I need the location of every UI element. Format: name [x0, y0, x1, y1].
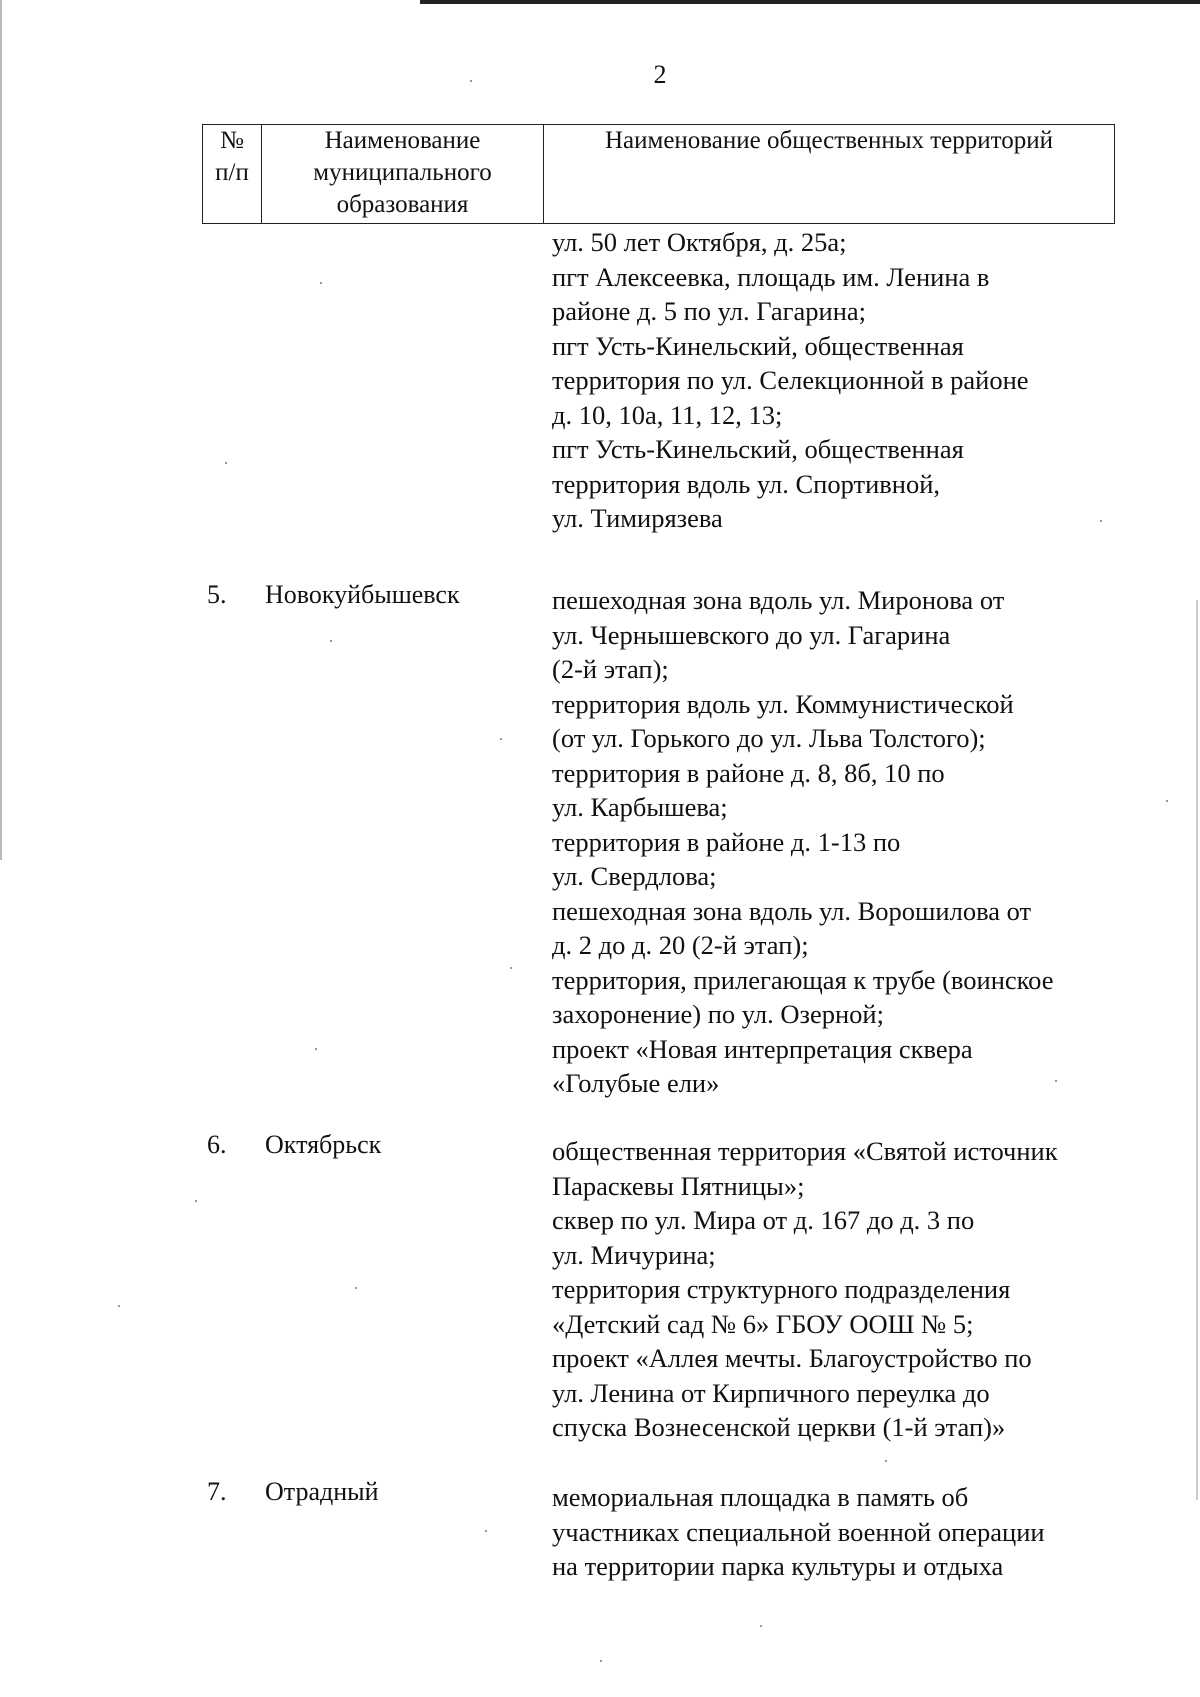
territory-line: пгт Усть-Кинельский, общественная — [552, 434, 964, 464]
territory-line: «Детский сад № 6» ГБОУ ООШ № 5; — [552, 1308, 974, 1339]
territory-line: территория по ул. Селекционной в районе — [552, 365, 1029, 395]
row-municipality: Новокуйбышевск — [265, 580, 460, 609]
territory-line: территория вдоль ул. Спортивной, — [552, 468, 941, 499]
territory-line: ул. Карбышева; — [552, 792, 728, 822]
territory-line: территория вдоль ул. Коммунистической — [552, 688, 1014, 719]
row-number: 7. — [207, 1477, 227, 1506]
scan-speck — [1166, 800, 1168, 802]
scan-speck — [195, 1200, 197, 1202]
territory-line: ул. 50 лет Октября, д. 25а; — [552, 227, 847, 257]
territory-line: ул. Ленина от Кирпичного переулка до — [552, 1377, 990, 1408]
header-number-line: п/п — [215, 159, 249, 186]
scan-speck — [1055, 1080, 1057, 1082]
row-territories — [552, 583, 1112, 1101]
territory-line: сквер по ул. Мира от д. 167 до д. 3 по — [552, 1205, 975, 1235]
territory-line: проект «Новая интерпретация сквера — [552, 1033, 973, 1064]
scan-speck — [225, 462, 227, 464]
territory-line: пгт Алексеевка, площадь им. Ленина в — [552, 261, 990, 292]
territory-line: ул. Чернышевского до ул. Гагарина — [552, 619, 951, 650]
territory-line: территория в районе д. 8, 8б, 10 по — [552, 757, 945, 788]
territory-line: ул. Мичурина; — [552, 1239, 716, 1270]
territory-line: пешеходная зона вдоль ул. Миронова от — [552, 585, 1005, 615]
header-number-line: № — [220, 127, 244, 154]
territory-line: территория, прилегающая к трубе (воинское — [552, 964, 1054, 995]
page-number: 2 — [653, 60, 667, 89]
row-number: 6. — [207, 1130, 227, 1159]
scan-speck — [330, 640, 332, 642]
scan-edge-left — [0, 0, 2, 860]
continuation-territories — [552, 225, 1112, 536]
territory-line: на территории парка культуры и отдыха — [552, 1551, 1004, 1581]
scan-speck — [485, 1530, 487, 1532]
row-number: 5. — [207, 580, 227, 609]
territory-line: Параскевы Пятницы»; — [552, 1170, 805, 1201]
territory-line: спуска Вознесенской церкви (1-й этап)» — [552, 1412, 1006, 1442]
territory-line: территория в районе д. 1-13 по — [552, 826, 901, 857]
header-territories-cell — [544, 125, 1115, 224]
territory-line: «Голубые ели» — [552, 1068, 720, 1098]
territory-line: (от ул. Горького до ул. Льва Толстого); — [552, 723, 986, 753]
scan-speck — [600, 1660, 602, 1662]
row-territories — [552, 1134, 1112, 1445]
row-municipality: Отрадный — [265, 1477, 379, 1506]
territory-line: д. 10, 10а, 11, 12, 13; — [552, 399, 783, 430]
header-municipality-line: муниципального — [313, 159, 492, 186]
territory-line: пгт Усть-Кинельский, общественная — [552, 330, 964, 361]
header-number-cell — [203, 125, 262, 224]
scan-speck — [118, 1305, 120, 1307]
territory-line: проект «Аллея мечты. Благоустройство по — [552, 1343, 1032, 1373]
row-municipality: Октябрьск — [265, 1130, 382, 1159]
territory-line: пешеходная зона вдоль ул. Ворошилова от — [552, 895, 1032, 926]
territory-line: районе д. 5 по ул. Гагарина; — [552, 296, 867, 326]
scan-speck — [500, 738, 502, 740]
scan-speck — [510, 967, 512, 969]
table-header — [202, 124, 1115, 224]
scan-edge-right — [1196, 600, 1198, 1500]
territory-line: (2-й этап); — [552, 654, 669, 684]
scan-speck — [320, 282, 322, 284]
territory-line: мемориальная площадка в память об — [552, 1482, 969, 1512]
header-territories-text: Наименование общественных территорий — [604, 127, 1054, 154]
scan-speck — [315, 1048, 317, 1050]
territory-line: территория структурного подразделения — [552, 1274, 1011, 1304]
row-territories — [552, 1480, 1112, 1584]
scan-speck — [760, 1625, 762, 1627]
scan-speck — [355, 1287, 357, 1289]
scan-speck — [1100, 520, 1102, 522]
territory-line: участниках специальной военной операции — [552, 1516, 1045, 1547]
scan-edge-top — [420, 0, 1200, 4]
header-municipality-line: образования — [336, 191, 469, 218]
territory-line: ул. Свердлова; — [552, 861, 717, 891]
scan-speck — [470, 80, 472, 82]
territory-line: ул. Тимирязева — [552, 503, 723, 533]
territory-line: захоронение) по ул. Озерной; — [552, 999, 884, 1029]
territory-line: д. 2 до д. 20 (2-й этап); — [552, 930, 809, 960]
header-municipality-line: Наименование — [324, 127, 481, 154]
scan-speck — [885, 1460, 887, 1462]
territory-line: общественная территория «Святой источник — [552, 1136, 1058, 1166]
header-municipality-cell — [262, 125, 544, 224]
